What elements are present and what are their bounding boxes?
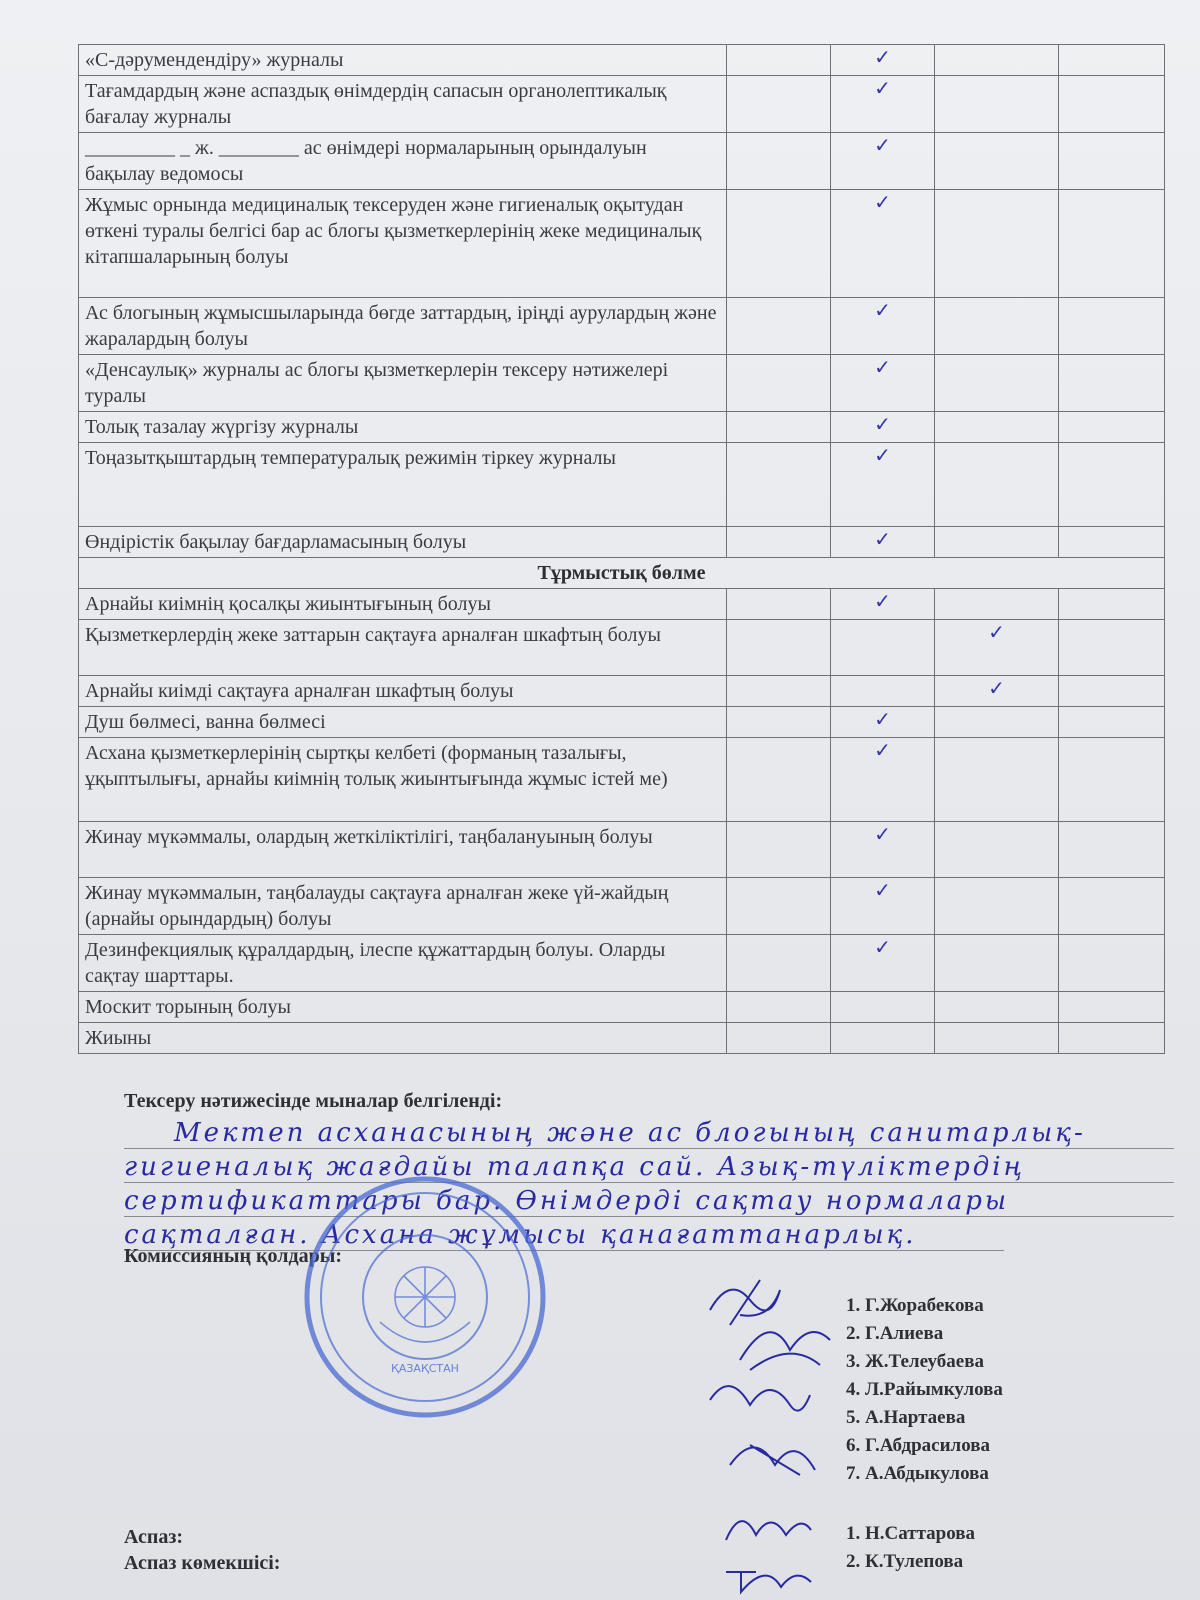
checklist-mark-cell — [831, 45, 935, 76]
checklist-mark-cell — [935, 676, 1059, 707]
checkmark-icon: ✓ — [874, 878, 891, 902]
checklist-mark-cell — [935, 412, 1059, 443]
checklist-mark-cell — [935, 190, 1059, 298]
checkmark-icon: ✓ — [874, 412, 891, 436]
checklist-mark-cell — [1059, 298, 1165, 355]
checklist-mark-cell — [727, 935, 831, 992]
role-label: Аспаз: — [124, 1526, 184, 1548]
checkmark-icon: ✓ — [874, 589, 891, 613]
checklist-mark-cell — [727, 190, 831, 298]
staff-roles — [124, 1524, 280, 1576]
checklist-mark-cell — [1059, 443, 1165, 527]
checklist-mark-cell — [727, 620, 831, 676]
checkmark-icon: ✓ — [988, 620, 1005, 644]
checklist-mark-cell — [1059, 412, 1165, 443]
checklist-mark-cell — [935, 935, 1059, 992]
checklist-mark-cell — [831, 527, 935, 558]
checklist-row — [79, 527, 1165, 558]
checklist-item-text: Арнайы киімнің қосалқы жиынтығының болуы — [79, 589, 727, 620]
checklist-mark-cell — [1059, 935, 1165, 992]
checkmark-icon: ✓ — [874, 738, 891, 762]
member-name: 4. Л.Райымкулова — [846, 1379, 1003, 1400]
checkmark-icon: ✓ — [874, 707, 891, 731]
commission-members — [846, 1292, 1003, 1488]
checklist-mark-cell — [831, 878, 935, 935]
checklist-mark-cell — [1059, 738, 1165, 822]
checklist-item-text: Жинау мүкәммалы, олардың жеткіліктілігі, таңбалануының болуы — [79, 822, 727, 878]
section-row — [79, 558, 1165, 589]
checklist-mark-cell — [1059, 676, 1165, 707]
signature-4 — [720, 1425, 830, 1485]
checklist-mark-cell — [1059, 1023, 1165, 1054]
checklist-mark-cell — [1059, 355, 1165, 412]
checkmark-icon: ✓ — [874, 935, 891, 959]
checkmark-icon: ✓ — [874, 527, 891, 551]
checklist-mark-cell — [727, 738, 831, 822]
checklist-mark-cell — [1059, 992, 1165, 1023]
checklist-mark-cell — [727, 45, 831, 76]
handwritten-line: гигиеналық жағдайы талапқа сай. Азық-түліктердің — [124, 1152, 1174, 1183]
member-name: 6. Г.Абдрасилова — [846, 1435, 990, 1456]
commission-label: Комиссияның қолдары: — [124, 1245, 343, 1267]
checklist-mark-cell — [935, 355, 1059, 412]
checklist-item-text: Москит торының болуы — [79, 992, 727, 1023]
checklist-mark-cell — [727, 707, 831, 738]
checklist-item-text: Ас блогының жұмысшыларында бөгде заттардың, іріңді аурулардың және жаралардың болуы — [79, 298, 727, 355]
checklist-mark-cell — [727, 589, 831, 620]
checklist-item-text: Жинау мүкәммалын, таңбалауды сақтауға арналған жеке үй-жайдың (арнайы орындардың) болуы — [79, 878, 727, 935]
checkmark-icon: ✓ — [874, 822, 891, 846]
signature-5 — [716, 1505, 816, 1550]
checklist-mark-cell — [831, 1023, 935, 1054]
checklist-row — [79, 738, 1165, 822]
checklist-row — [79, 355, 1165, 412]
checklist-row — [79, 676, 1165, 707]
checklist-mark-cell — [727, 298, 831, 355]
checklist-item-text: _________ _ ж. ________ ас өнімдері нормаларының орындалуын бақылау ведомосы — [79, 133, 727, 190]
checklist-mark-cell — [831, 707, 935, 738]
seal-center-text: ҚАЗАҚСТАН — [391, 1362, 459, 1375]
checklist-item-text: Тоңазытқыштардың температуралық режимін тіркеу журналы — [79, 443, 727, 527]
checklist-row — [79, 589, 1165, 620]
checklist-mark-cell — [935, 443, 1059, 527]
checklist-mark-cell — [831, 620, 935, 676]
checklist-mark-cell — [935, 738, 1059, 822]
checkmark-icon: ✓ — [874, 355, 891, 379]
checklist-mark-cell — [935, 133, 1059, 190]
handwritten-line: Мектеп асханасының және ас блогының санитарлық- — [124, 1118, 1174, 1149]
checklist-mark-cell — [727, 443, 831, 527]
checklist-item-text: Қызметкерлердің жеке заттарын сақтауға арналған шкафтың болуы — [79, 620, 727, 676]
member-name: 5. А.Нартаева — [846, 1407, 966, 1428]
checklist-item-text: Өндірістік бақылау бағдарламасының болуы — [79, 527, 727, 558]
checklist-item-text: Тағамдардың және аспаздық өнімдердің сапасын органолептикалық бағалау журналы — [79, 76, 727, 133]
checkmark-icon: ✓ — [874, 133, 891, 157]
checklist-mark-cell — [1059, 527, 1165, 558]
checklist-mark-cell — [831, 355, 935, 412]
checkmark-icon: ✓ — [874, 190, 891, 214]
checklist-mark-cell — [727, 676, 831, 707]
checklist-row — [79, 133, 1165, 190]
checklist-row — [79, 878, 1165, 935]
checkmark-icon: ✓ — [874, 443, 891, 467]
checklist-mark-cell — [831, 412, 935, 443]
role-label: Аспаз көмекшісі: — [124, 1552, 281, 1574]
checklist-row — [79, 45, 1165, 76]
checklist-row — [79, 620, 1165, 676]
checklist-row — [79, 992, 1165, 1023]
checklist-mark-cell — [935, 707, 1059, 738]
checklist-item-text: Жиыны — [79, 1023, 727, 1054]
checklist-mark-cell — [1059, 707, 1165, 738]
checklist-mark-cell — [1059, 45, 1165, 76]
checklist-item-text: Дезинфекциялық құралдардың, ілеспе құжаттардың болуы. Оларды сақтау шарттары. — [79, 935, 727, 992]
checklist-mark-cell — [727, 76, 831, 133]
handwritten-line: сертификаттары бар. Өнімдерді сақтау нормалары — [124, 1186, 1174, 1217]
checklist-mark-cell — [935, 589, 1059, 620]
staff-name: 1. Н.Саттарова — [846, 1523, 976, 1544]
signature-3 — [700, 1370, 820, 1430]
checklist-mark-cell — [831, 589, 935, 620]
checklist-row — [79, 76, 1165, 133]
checklist-mark-cell — [727, 822, 831, 878]
staff-names — [846, 1520, 975, 1576]
checklist-row — [79, 298, 1165, 355]
checklist-mark-cell — [935, 298, 1059, 355]
checklist-mark-cell — [935, 76, 1059, 133]
checkmark-icon: ✓ — [874, 76, 891, 100]
checklist-mark-cell — [1059, 589, 1165, 620]
checklist-item-text: «Денсаулық» журналы ас блогы қызметкерлерін тексеру нәтижелері туралы — [79, 355, 727, 412]
checklist-mark-cell — [831, 443, 935, 527]
checklist-item-text: Асхана қызметкерлерінің сыртқы келбеті (форманың тазалығы, ұқыптылығы, арнайы киімнің толық жиынтығында жұмыс істей ме) — [79, 738, 727, 822]
checklist-mark-cell — [831, 992, 935, 1023]
checkmark-icon: ✓ — [988, 676, 1005, 700]
checklist-mark-cell — [727, 527, 831, 558]
checklist-item-text: Арнайы киімді сақтауға арналған шкафтың болуы — [79, 676, 727, 707]
member-name: 7. А.Абдыкулова — [846, 1463, 989, 1484]
official-seal-stamp — [300, 1172, 550, 1422]
checklist-mark-cell — [935, 620, 1059, 676]
checklist-mark-cell — [1059, 878, 1165, 935]
checklist-mark-cell — [831, 298, 935, 355]
checklist-mark-cell — [727, 412, 831, 443]
checklist-mark-cell — [831, 738, 935, 822]
checklist-row — [79, 412, 1165, 443]
checklist-mark-cell — [1059, 620, 1165, 676]
checklist-mark-cell — [1059, 190, 1165, 298]
checklist-mark-cell — [935, 822, 1059, 878]
checklist-mark-cell — [1059, 133, 1165, 190]
checklist-mark-cell — [935, 527, 1059, 558]
checklist-row — [79, 935, 1165, 992]
checklist-item-text: Душ бөлмесі, ванна бөлмесі — [79, 707, 727, 738]
checklist-mark-cell — [935, 992, 1059, 1023]
checklist-table — [78, 44, 1165, 1054]
section-title: Тұрмыстық бөлме — [79, 558, 1165, 589]
checklist-mark-cell — [831, 935, 935, 992]
checklist-row — [79, 443, 1165, 527]
handwritten-line: сақталған. Асхана жұмысы қанағаттанарлық. — [124, 1220, 1004, 1251]
signature-6 — [716, 1552, 816, 1597]
checklist-row — [79, 822, 1165, 878]
checklist-mark-cell — [831, 822, 935, 878]
member-name: 1. Г.Жорабекова — [846, 1295, 984, 1316]
checklist-item-text: Жұмыс орнында медициналық тексеруден және гигиеналық оқытудан өткені туралы белгісі бар ас блогы қызметкерлерінің жеке медициналық кітапшаларының болуы — [79, 190, 727, 298]
results-label: Тексеру нәтижесінде мыналар белгіленді: — [124, 1090, 503, 1112]
checklist-row — [79, 707, 1165, 738]
checklist-item-text: «С-дәрумендендіру» журналы — [79, 45, 727, 76]
checklist-mark-cell — [935, 878, 1059, 935]
checklist-mark-cell — [831, 76, 935, 133]
checklist-mark-cell — [727, 878, 831, 935]
checklist-mark-cell — [1059, 822, 1165, 878]
checklist-item-text: Толық тазалау жүргізу журналы — [79, 412, 727, 443]
member-name: 3. Ж.Телеубаева — [846, 1351, 984, 1372]
checklist-mark-cell — [831, 676, 935, 707]
checkmark-icon: ✓ — [874, 298, 891, 322]
checklist-mark-cell — [935, 45, 1059, 76]
staff-name: 2. К.Тулепова — [846, 1551, 964, 1572]
checklist-mark-cell — [831, 190, 935, 298]
checklist-mark-cell — [831, 133, 935, 190]
checklist-mark-cell — [727, 133, 831, 190]
checklist-row — [79, 1023, 1165, 1054]
checklist-mark-cell — [935, 1023, 1059, 1054]
checkmark-icon: ✓ — [874, 45, 891, 69]
checklist-mark-cell — [1059, 76, 1165, 133]
checklist-row — [79, 190, 1165, 298]
checklist-mark-cell — [727, 992, 831, 1023]
checklist-mark-cell — [727, 1023, 831, 1054]
member-name: 2. Г.Алиева — [846, 1323, 944, 1344]
checklist-mark-cell — [727, 355, 831, 412]
